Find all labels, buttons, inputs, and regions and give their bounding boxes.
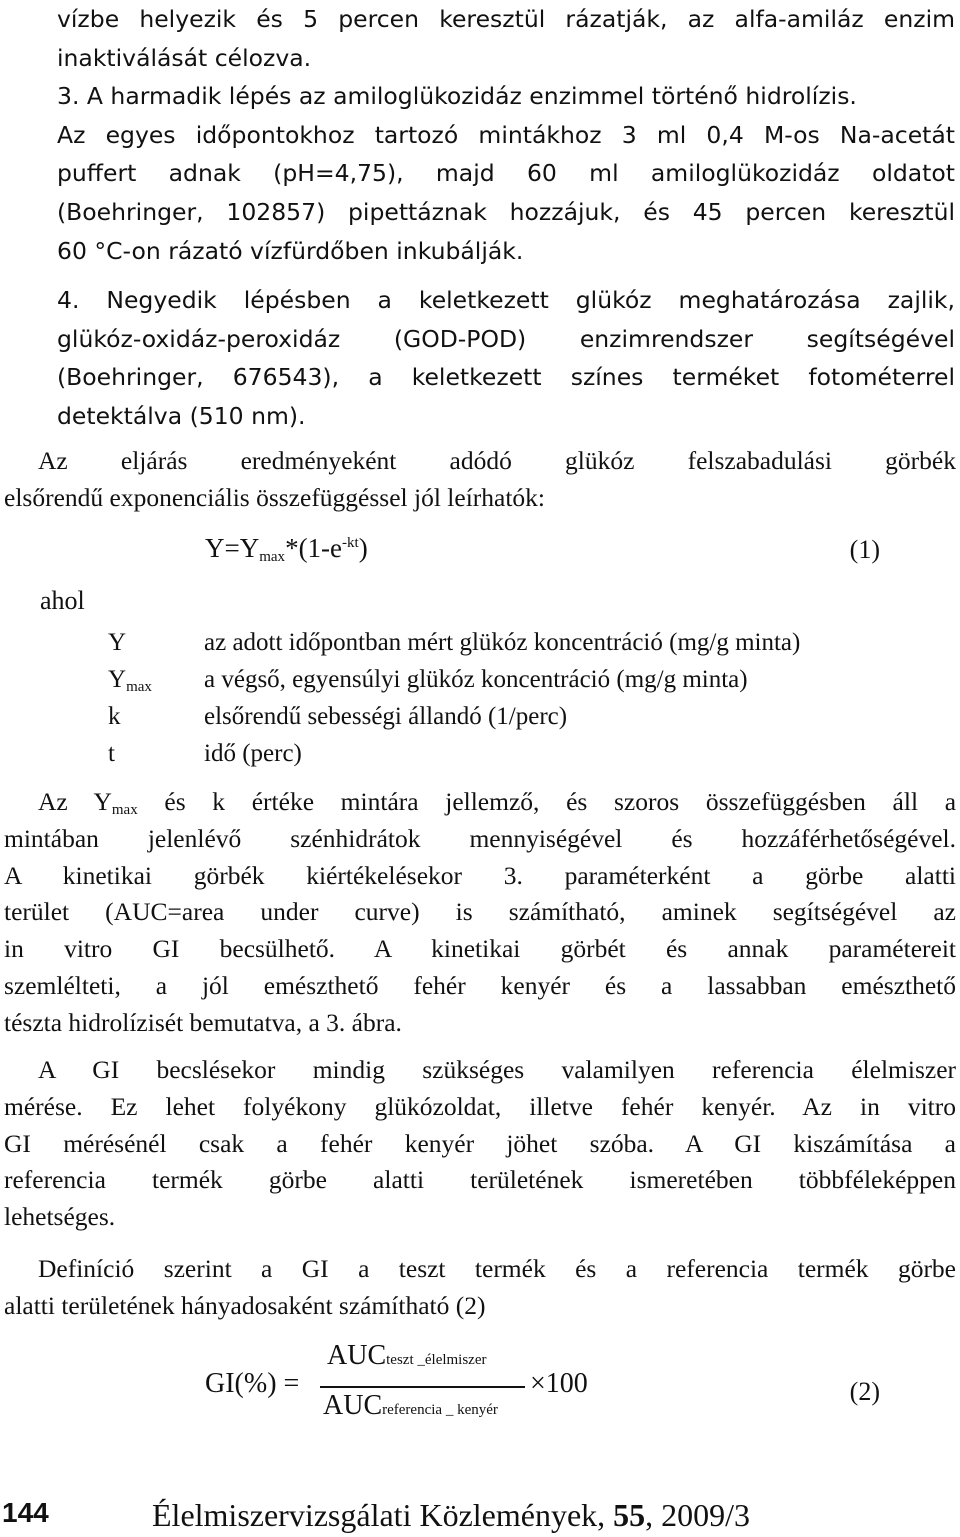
text-line: mérése. Ez lehet folyékony glükózoldat, illetve fehér kenyér. Az in vitro bbox=[4, 1091, 956, 1121]
intro-paragraph bbox=[4, 443, 956, 517]
definition-row bbox=[108, 661, 800, 698]
text-line: szemlélteti, a jól emészthető fehér kenyér és a lassabban emészthető bbox=[4, 970, 956, 1000]
text-line: GI mérésénél csak a fehér kenyér jöhet szóba. A GI kiszámítása a bbox=[4, 1128, 956, 1158]
symbol-definitions bbox=[108, 624, 800, 772]
text-line: A GI becslésekor mindig szükséges valamilyen referencia élelmiszer bbox=[38, 1055, 956, 1084]
text-line: vízbe helyezik és 5 percen keresztül rázatják, az alfa-amiláz enzim bbox=[57, 5, 955, 33]
text-line: lehetséges. bbox=[4, 1202, 116, 1232]
definition-text: elsőrendű sebességi állandó (1/perc) bbox=[204, 702, 568, 730]
symbol: $Y_{max}$ bbox=[108, 665, 152, 695]
text-line: puffert adnak (pH=4,75), majd 60 ml amiloglükozidáz oldatot bbox=[57, 159, 955, 188]
reference-paragraph bbox=[4, 1052, 956, 1236]
equation-1-number: (1) bbox=[849, 535, 880, 564]
text-line: Definíció szerint a GI a teszt termék és a referencia termék görbe bbox=[38, 1254, 956, 1283]
text-line: in vitro GI becsülhető. A kinetikai görbét és annak paramétereit bbox=[4, 934, 956, 964]
text-line: Az egyes időpontokhoz tartozó mintákhoz 3 ml 0,4 M-os Na-acetát bbox=[57, 120, 955, 149]
definition-row bbox=[108, 624, 800, 661]
definition-text: idő (perc) bbox=[204, 739, 302, 767]
symbol: k bbox=[108, 702, 121, 730]
step-4-paragraph bbox=[57, 281, 955, 436]
symbol: Y bbox=[108, 628, 127, 656]
text-line: terület (AUC=area under curve) is számítható, aminek segítségével az bbox=[4, 897, 956, 927]
fraction-bar bbox=[320, 1386, 525, 1388]
definition-row bbox=[108, 698, 800, 735]
text-line: inaktiválását célozva. bbox=[57, 43, 312, 72]
step-3-paragraph bbox=[57, 77, 955, 271]
fraction-numerator: AUCteszt _élelmiszer bbox=[327, 1340, 487, 1371]
where-label: ahol bbox=[40, 586, 85, 615]
paragraph-continuation bbox=[57, 0, 955, 77]
definition-row bbox=[108, 735, 800, 772]
equation-lhs: GI(%) = bbox=[205, 1368, 300, 1399]
text-line: A kinetikai görbék kiértékelésekor 3. paraméterként a görbe alatti bbox=[4, 860, 956, 890]
text-line: (Boehringer, 102857) pipettáznak hozzájuk, és 45 percen keresztül bbox=[57, 198, 955, 227]
equation-1: $Y=Y_{max}*(1-e^{-kt})$ bbox=[205, 533, 368, 565]
text-line: 60 °C-on rázató vízfürdőben inkubálják. bbox=[57, 236, 524, 265]
text-line: detektálva (510 nm). bbox=[57, 402, 306, 431]
page-footer bbox=[0, 1497, 960, 1537]
equation-2 bbox=[205, 1340, 905, 1440]
text-line: 3. A harmadik lépés az amiloglükozidáz enzimmel történő hidrolízis. bbox=[57, 82, 857, 110]
text-line: referencia termék görbe alatti területének ismeretében többféleképpen bbox=[4, 1165, 956, 1195]
equation-2-number: (2) bbox=[849, 1377, 880, 1406]
text-line: Az $Y_{max}$ és k értéke mintára jellemző, és szoros összefüggésben áll a bbox=[38, 787, 957, 818]
text-line: glükóz-oxidáz-peroxidáz (GOD-POD) enzimrendszer segítségével bbox=[57, 324, 955, 353]
multiplier: ×100 bbox=[530, 1368, 588, 1399]
journal-citation: Élelmiszervizsgálati Közlemények, 55, 2009/3 bbox=[152, 1497, 751, 1533]
definition-text: az adott időpontban mért glükóz koncentráció (mg/g minta) bbox=[204, 628, 801, 656]
text-line: tészta hidrolízisét bemutatva, a 3. ábra. bbox=[4, 1007, 402, 1037]
text-line: mintában jelenlévő szénhidrátok mennyiségével és hozzáférhetőségével. bbox=[4, 823, 956, 853]
text-line: alatti területének hányadosaként számítható (2) bbox=[4, 1290, 486, 1320]
definition-text: a végső, egyensúlyi glükóz koncentráció (mg/g minta) bbox=[204, 665, 748, 693]
definition-paragraph bbox=[4, 1251, 956, 1325]
fraction-denominator: AUCreferencia _ kenyér bbox=[323, 1390, 498, 1421]
ymax-paragraph bbox=[4, 784, 956, 1042]
symbol: t bbox=[108, 739, 115, 767]
text-line: Az eljárás eredményeként adódó glükóz felszabadulási görbék bbox=[38, 446, 956, 475]
page-number: 144 bbox=[2, 1497, 49, 1528]
text-line: (Boehringer, 676543), a keletkezett színes terméket fotométerrel bbox=[57, 363, 955, 392]
text-line: elsőrendű exponenciális összefüggéssel jól leírhatók: bbox=[4, 482, 546, 512]
text-line: 4. Negyedik lépésben a keletkezett glükóz meghatározása zajlik, bbox=[57, 286, 955, 314]
